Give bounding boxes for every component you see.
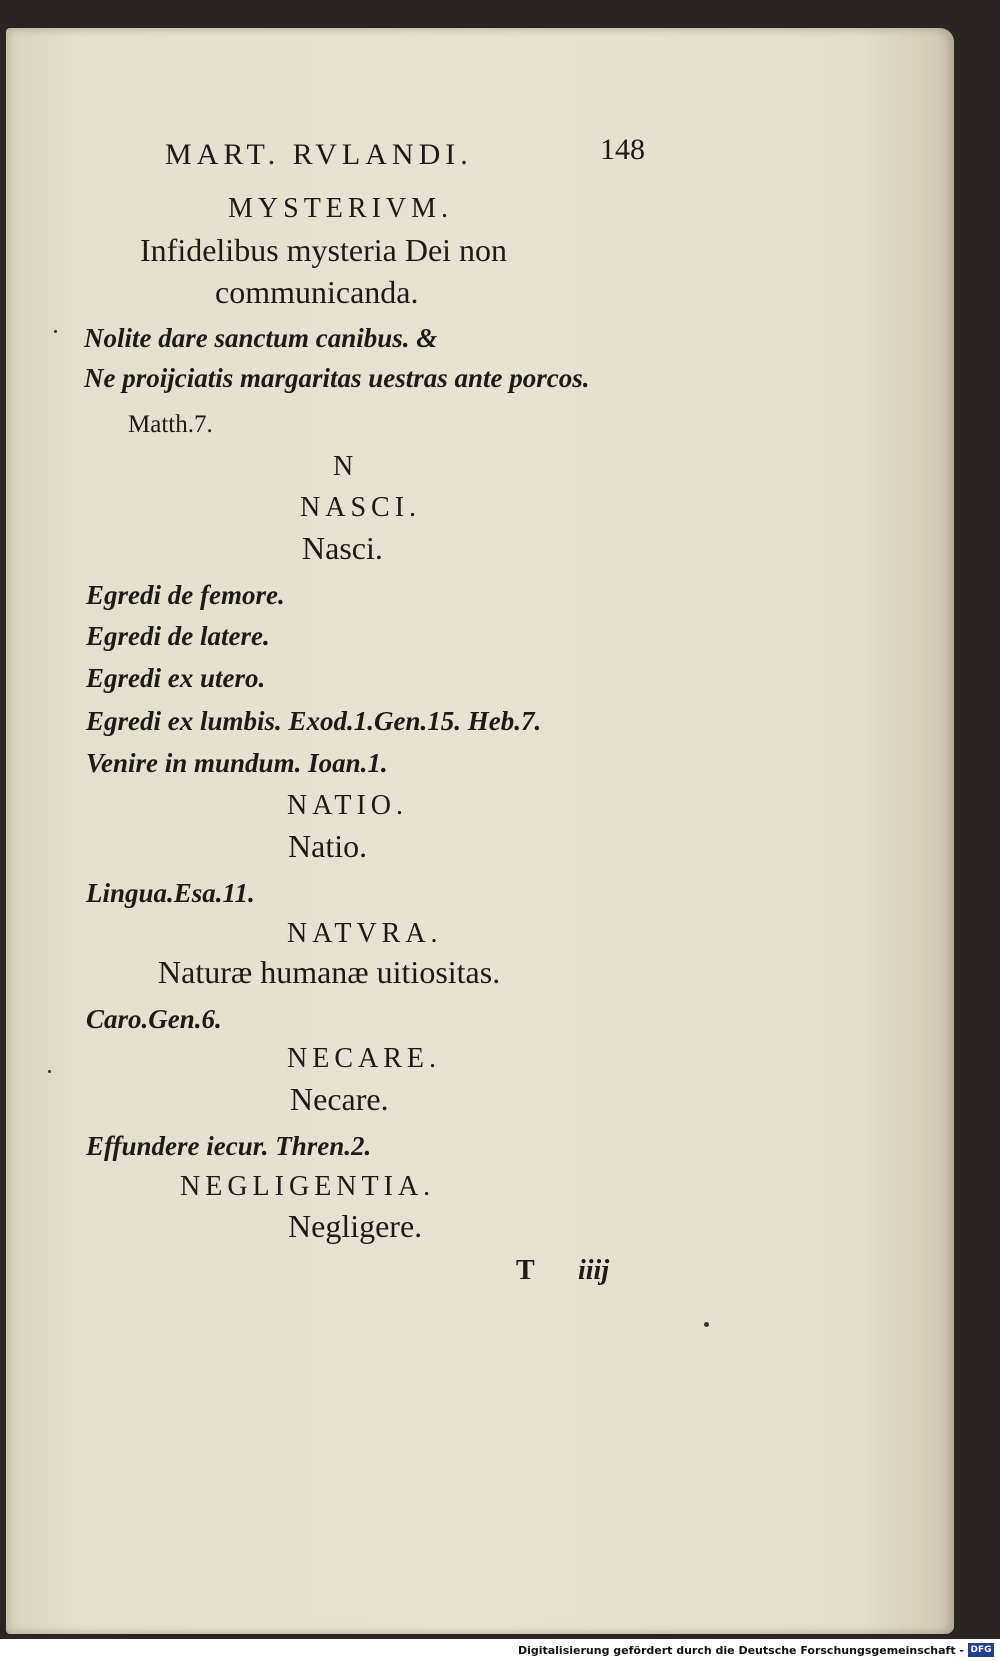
heading-negligentia: NEGLIGENTIA. bbox=[180, 1171, 436, 1202]
dfg-logo: DFG bbox=[968, 1643, 994, 1657]
entry-line: Caro.Gen.6. bbox=[86, 1004, 222, 1034]
heading-natio: NATIO. bbox=[287, 790, 408, 821]
paper-speck bbox=[704, 1322, 709, 1327]
heading-necare: NECARE. bbox=[287, 1043, 441, 1074]
entry-line: Egredi de femore. bbox=[86, 580, 285, 610]
entry-line: Nolite dare sanctum canibus. & bbox=[84, 323, 438, 353]
page-number: 148 bbox=[600, 133, 645, 166]
entry-line: Egredi ex utero. bbox=[86, 663, 266, 693]
subheading-line: Naturæ humanæ uitiositas. bbox=[158, 954, 501, 990]
entry-line: Egredi ex lumbis. Exod.1.Gen.15. Heb.7. bbox=[86, 706, 542, 736]
subheading-line: communicanda. bbox=[215, 274, 419, 310]
paper-speck bbox=[48, 1070, 51, 1073]
entry-line: Effundere iecur. Thren.2. bbox=[86, 1131, 372, 1161]
entry-line: Venire in mundum. Ioan.1. bbox=[86, 748, 388, 778]
signature-mark: T bbox=[516, 1255, 535, 1286]
heading-mysterium: MYSTERIVM. bbox=[228, 193, 454, 224]
footer-credit: Digitalisierung gefördert durch die Deutsche Forschungsgemeinschaft - bbox=[517, 1644, 964, 1657]
subheading-line: Negligere. bbox=[288, 1208, 423, 1244]
footer-bar bbox=[0, 1639, 1000, 1661]
running-header: MART. RVLANDI. bbox=[165, 138, 473, 171]
paper-speck bbox=[54, 330, 57, 333]
book-page bbox=[6, 28, 954, 1634]
subheading-line: Infidelibus mysteria Dei non bbox=[140, 232, 508, 268]
heading-natura: NATVRA. bbox=[287, 918, 443, 949]
subheading-line: Natio. bbox=[288, 828, 368, 864]
entry-line: Egredi de latere. bbox=[86, 621, 270, 651]
reference-line: Matth.7. bbox=[128, 411, 213, 438]
entry-line: Ne proijciatis margaritas uestras ante porcos. bbox=[84, 363, 590, 393]
subheading-line: Nasci. bbox=[302, 530, 383, 566]
heading-nasci: NASCI. bbox=[300, 492, 422, 523]
subheading-line: Necare. bbox=[290, 1081, 389, 1117]
entry-line: Lingua.Esa.11. bbox=[86, 878, 255, 908]
signature-number: iiij bbox=[578, 1255, 610, 1286]
section-letter: N bbox=[333, 451, 354, 482]
